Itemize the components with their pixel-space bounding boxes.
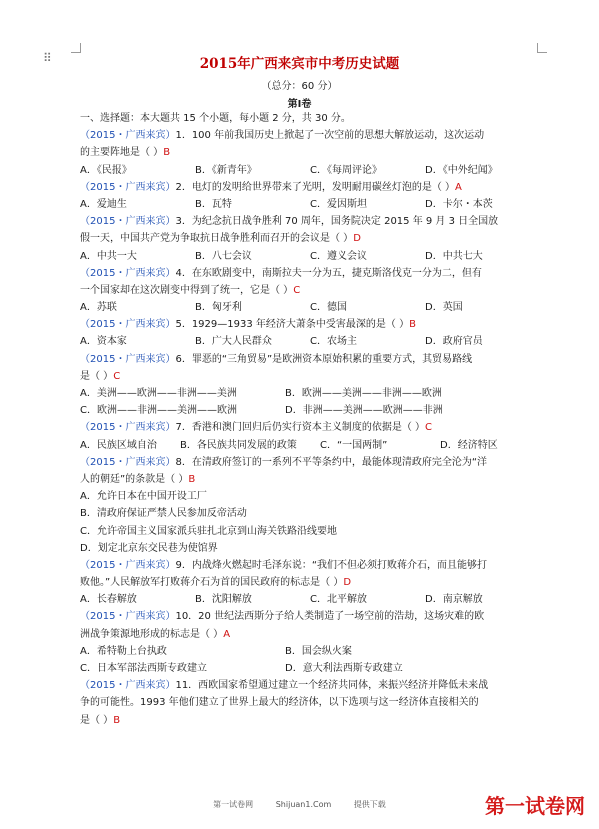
options-row (80, 196, 542, 213)
question-source: （2015・广西来宾） (80, 319, 176, 331)
options-row (80, 162, 542, 179)
question-2 (80, 179, 542, 196)
options-row (80, 402, 542, 419)
option: D．经济特区 (440, 439, 498, 451)
option: A．资本家 (80, 336, 127, 348)
answer-key: D (343, 577, 352, 589)
question-text: 洲战争策源地形成的标志是（ ） (80, 628, 224, 640)
option: D．中共七大 (425, 250, 483, 262)
option: C．德国 (310, 302, 347, 314)
question-text: 5．1929—1933 年经济大萧条中受害最深的是（ ） (175, 319, 410, 331)
question-text: 1．100 年前我国历史上掀起了一次空前的思想大解放运动，这次运动 (175, 130, 485, 142)
question-source: （2015・广西来宾） (80, 267, 176, 279)
question-text: 7．香港和澳门回归后仍实行资本主义制度的依据是（ ） (175, 422, 425, 434)
option: B．欧洲——美洲——非洲——欧洲 (285, 388, 442, 399)
option: C．欧洲——非洲——美洲——欧洲 (80, 405, 237, 417)
option: D．非洲——美洲——欧洲——非洲 (285, 405, 443, 417)
option: C．《每周评论》 (310, 164, 382, 176)
option: B．《新青年》 (195, 164, 257, 176)
option: A．允许日本在中国开设工厂 (80, 491, 207, 503)
option: A．中共一大 (80, 250, 137, 262)
section-intro: 一、选择题：本大题共 15 个小题，每小题 2 分，共 30 分。 (80, 113, 351, 124)
option: A．长春解放 (80, 594, 137, 606)
question-list (80, 110, 542, 729)
question-text: 是（ ） (80, 714, 114, 726)
option: D．英国 (425, 302, 463, 314)
option: B．清政府保证严禁人民参加反帝活动 (80, 508, 247, 520)
option: B．沈阳解放 (195, 594, 252, 606)
answer-key: B (113, 714, 121, 726)
question-5 (80, 316, 542, 333)
answer-key: B (188, 473, 196, 485)
question-text: 10．20 世纪法西斯分子给人类制造了一场空前的浩劫，这场灾难的欧 (175, 611, 485, 623)
option: B．瓦特 (195, 198, 232, 210)
question-11 (80, 677, 542, 694)
question-text: 4．在东欧剧变中，南斯拉夫一分为五，捷克斯洛伐克一分为二，但有 (175, 267, 482, 279)
option: A．民族区域自治 (80, 439, 157, 451)
footer-download: 提供下载 (353, 800, 386, 809)
option: B．国会纵火案 (285, 645, 352, 657)
option: C．北平解放 (310, 594, 367, 606)
question-text: 是（ ） (80, 370, 114, 382)
question-4 (80, 265, 542, 282)
option: B．各民族共同发展的政策 (180, 439, 297, 451)
option: C．允许帝国主义国家派兵驻扎北京到山海关铁路沿线要地 (80, 525, 337, 537)
question-source: （2015・广西来宾） (80, 456, 176, 468)
answer-key: A (455, 181, 462, 193)
question-source: （2015・广西来宾） (80, 353, 176, 365)
option: D．政府官员 (425, 336, 483, 348)
options-row (80, 437, 542, 454)
question-source: （2015・广西来宾） (80, 181, 176, 193)
option: A．美洲——欧洲——非洲——美洲 (80, 388, 237, 399)
answer-key: C (293, 284, 301, 296)
option: A．希特勒上台执政 (80, 645, 167, 657)
question-8 (80, 454, 542, 471)
question-text: 2．电灯的发明给世界带来了光明，发明耐用碳丝灯泡的是（ ） (175, 181, 455, 193)
option: D．卡尔・本茨 (425, 198, 493, 210)
option: B．匈牙利 (195, 302, 242, 314)
options-row (80, 385, 542, 402)
question-9 (80, 557, 542, 574)
question-text: 败他。”人民解放军打败蒋介石为首的国民政府的标志是（ ） (80, 577, 344, 589)
answer-key: B (163, 147, 171, 159)
page-title: 2015年广西来宾市中考历史试题 (199, 56, 400, 72)
options-row (80, 591, 542, 608)
options-row (80, 643, 542, 660)
option: B．八七会议 (195, 250, 252, 262)
footer-site-name: 第一试卷网 (213, 800, 254, 809)
question-text: 3．为纪念抗日战争胜利 70 周年，国务院决定 2015 年 9 月 3 日全国放 (175, 216, 499, 228)
question-10 (80, 608, 542, 625)
option: C．农场主 (310, 336, 357, 348)
option: D．划定北京东交民巷为使馆界 (80, 542, 218, 554)
question-text: 假一天，中国共产党为争取抗日战争胜利而召开的会议是（ ） (80, 233, 354, 245)
answer-key: B (409, 319, 416, 331)
answer-key: C (113, 370, 121, 382)
question-source: （2015・广西来宾） (80, 680, 176, 692)
options-row (80, 248, 542, 265)
answer-key: D (353, 233, 361, 245)
question-text: 的主要阵地是（ ） (80, 147, 164, 159)
option: C．“一国两制” (320, 439, 388, 451)
drag-handle-icon[interactable]: ⠿ (43, 51, 53, 65)
options-row (80, 660, 542, 677)
question-3 (80, 213, 542, 230)
question-source: （2015・广西来宾） (80, 422, 176, 434)
question-text: 6．罪恶的“三角贸易”是欧洲资本原始积累的重要方式，其贸易路线 (175, 353, 473, 365)
option: D．《中外纪闻》 (425, 164, 498, 176)
brand-logo: 第一试卷网 (485, 794, 585, 818)
options-row (80, 333, 542, 350)
question-source: （2015・广西来宾） (80, 559, 176, 571)
question-source: （2015・广西来宾） (80, 611, 176, 623)
question-source: （2015・广西来宾） (80, 216, 176, 228)
question-1 (80, 127, 542, 144)
option: C．遵义会议 (310, 250, 367, 262)
answer-key: A (223, 628, 231, 640)
answer-key: C (425, 422, 432, 434)
section-heading: 第Ⅰ卷 (287, 99, 312, 110)
question-text: 8．在清政府签订的一系列不平等条约中，最能体现清政府完全沦为“洋 (175, 456, 487, 468)
option: D．南京解放 (425, 594, 483, 606)
option: A．苏联 (80, 302, 117, 314)
total-score: （总分：60 分） (261, 81, 338, 92)
option: A．爱迪生 (80, 198, 127, 210)
option: B．广大人民群众 (195, 336, 272, 348)
options-row (80, 299, 542, 316)
question-text: 11．西欧国家希望通过建立一个经济共同体，来振兴经济并降低未来战 (175, 680, 489, 692)
option: C．爱因斯坦 (310, 198, 367, 210)
question-7 (80, 419, 542, 436)
option: C．日本军部法西斯专政建立 (80, 663, 207, 674)
option: A．《民报》 (80, 164, 132, 176)
option: D．意大利法西斯专政建立 (285, 663, 403, 674)
question-text: 人的朝廷”的条款是（ ） (80, 473, 189, 485)
question-text: 争的可能性。1993 年他们建立了世界上最大的经济体，以下选项与这一经济体直接相关的 (80, 697, 479, 709)
question-source: （2015・广西来宾） (80, 130, 176, 142)
question-text: 一个国家却在这次剧变中得到了统一，它是（ ） (80, 284, 294, 296)
question-6 (80, 351, 542, 368)
question-text: 9．内战烽火燃起时毛泽东说：“我们不但必须打败蒋介石，而且能够打 (175, 559, 487, 571)
footer-site-url: Shijuan1.Com (275, 800, 332, 809)
